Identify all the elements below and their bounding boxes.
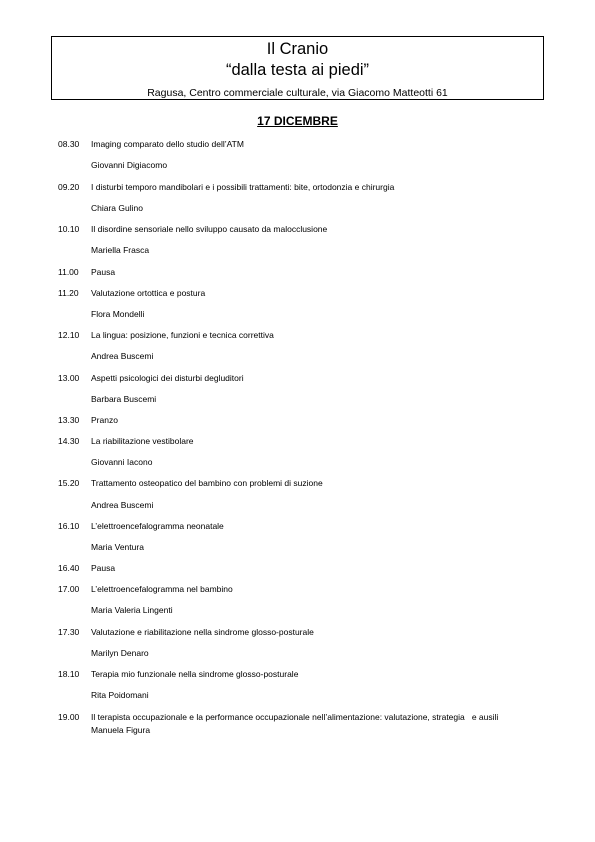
schedule-talk-title: Pranzo bbox=[91, 415, 118, 425]
schedule-talk-title: Valutazione e riabilitazione nella sindrome glosso-posturale bbox=[91, 627, 314, 637]
event-location: Ragusa, Centro commerciale culturale, via Giacomo Matteotti 61 bbox=[147, 87, 448, 99]
schedule-talk-title: Aspetti psicologici dei disturbi degluditori bbox=[91, 373, 244, 383]
schedule-talk-title: Imaging comparato dello studio dell’ATM bbox=[91, 139, 244, 149]
schedule-time: 17.00 bbox=[58, 584, 80, 594]
schedule-time: 15.20 bbox=[58, 478, 80, 488]
schedule-talk-title: Valutazione ortottica e postura bbox=[91, 288, 206, 298]
schedule-speaker: Chiara Gulino bbox=[91, 203, 143, 213]
schedule-talk-title: Il disordine sensoriale nello sviluppo causato da malocclusione bbox=[91, 224, 328, 234]
schedule-speaker: Giovanni Iacono bbox=[91, 457, 153, 467]
schedule-time: 09.20 bbox=[58, 182, 80, 192]
schedule-talk-title: La lingua: posizione, funzioni e tecnica correttiva bbox=[91, 330, 274, 340]
schedule-time: 11.20 bbox=[58, 288, 79, 298]
schedule-time: 11.00 bbox=[58, 267, 79, 277]
schedule-time: 12.10 bbox=[58, 330, 80, 340]
schedule-time: 17.30 bbox=[58, 627, 80, 637]
schedule-speaker: Maria Valeria Lingenti bbox=[91, 605, 173, 615]
schedule-time: 19.00 bbox=[58, 712, 80, 722]
schedule-time: 13.30 bbox=[58, 415, 80, 425]
schedule-time: 13.00 bbox=[58, 373, 80, 383]
page-title: Il Cranio bbox=[266, 40, 329, 58]
schedule-time: 16.40 bbox=[58, 563, 80, 573]
schedule-speaker: Barbara Buscemi bbox=[91, 394, 157, 404]
schedule-talk-title: Pausa bbox=[91, 563, 116, 573]
schedule-time: 14.30 bbox=[58, 436, 80, 446]
schedule-time: 10.10 bbox=[58, 224, 80, 234]
schedule-time: 18.10 bbox=[58, 669, 80, 679]
schedule-speaker: Marilyn Denaro bbox=[91, 648, 149, 658]
schedule-speaker: Manuela Figura bbox=[91, 725, 151, 735]
schedule-talk-title: La riabilitazione vestibolare bbox=[91, 436, 194, 446]
schedule-speaker: Mariella Frasca bbox=[91, 245, 150, 255]
schedule-time: 16.10 bbox=[58, 521, 80, 531]
schedule-speaker: Maria Ventura bbox=[91, 542, 144, 552]
schedule-talk-title: Pausa bbox=[91, 267, 116, 277]
schedule-talk-title: Trattamento osteopatico del bambino con problemi di suzione bbox=[91, 478, 323, 488]
schedule-time: 08.30 bbox=[58, 139, 80, 149]
schedule-speaker: Andrea Buscemi bbox=[91, 500, 154, 510]
schedule-speaker: Andrea Buscemi bbox=[91, 351, 154, 361]
schedule-talk-title: L’elettroencefalogramma nel bambino bbox=[91, 584, 233, 594]
schedule-speaker: Flora Mondelli bbox=[91, 309, 145, 319]
schedule-talk-title: Terapia mio funzionale nella sindrome glosso-posturale bbox=[91, 669, 299, 679]
schedule-speaker: Giovanni Digiacomo bbox=[91, 160, 168, 170]
schedule-talk-title: I disturbi temporo mandibolari e i possibili trattamenti: bite, ortodonzia e chirurgia bbox=[91, 182, 395, 192]
schedule-speaker: Rita Poidomani bbox=[91, 690, 149, 700]
schedule-talk-title: Il terapista occupazionale e la performance occupazionale nell’alimentazione: valutazione, strategia e ausili bbox=[91, 712, 499, 722]
schedule-talk-title: L’elettroencefalogramma neonatale bbox=[91, 521, 224, 531]
date-heading: 17 DICEMBRE bbox=[257, 114, 338, 128]
page-subtitle: “dalla testa ai piedi” bbox=[225, 61, 370, 79]
